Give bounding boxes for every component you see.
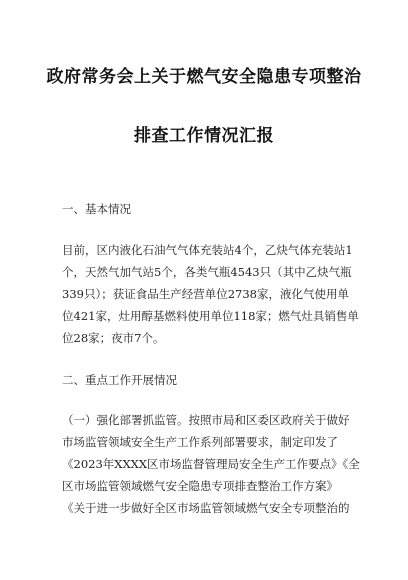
document-title-line-1: 政府常务会上关于燃气安全隐患专项整治 [46,67,362,87]
section-heading-key-work: 二、重点工作开展情况 [62,373,177,387]
paragraph-line: 市场监管领域安全生产工作系列部署要求，制定印发了 [62,435,338,449]
paragraph-line: 个，天然气加气站5个，各类气瓶4543只（其中乙炔气瓶 [62,265,352,279]
paragraph-line: 区市场监管领域燃气安全隐患专项排查整治工作方案》 [62,479,338,493]
paragraph-line: 《关于进一步做好全区市场监管领域燃气安全专项整治的 [62,501,350,515]
paragraph-line: 《2023年XXXX区市场监督管理局安全生产工作要点》《全 [62,457,360,471]
paragraph-line: 目前，区内液化石油气气体充装站4个，乙炔气体充装站1 [62,243,353,257]
section2-paragraph [62,409,362,519]
section-heading-basic-situation: 一、基本情况 [62,202,131,216]
document-title-line-2: 排查工作情况汇报 [134,126,274,146]
paragraph-line: 位28家；夜市7个。 [62,331,165,345]
section1-paragraph [62,239,362,349]
paragraph-line: 位421家，灶用醇基燃料使用单位118家；燃气灶具销售单 [62,309,359,323]
paragraph-line: 339只）；获证食品生产经营单位2738家，液化气使用单 [62,287,349,301]
paragraph-line: （一）强化部署抓监管。按照市局和区委区政府关于做好 [62,413,350,427]
